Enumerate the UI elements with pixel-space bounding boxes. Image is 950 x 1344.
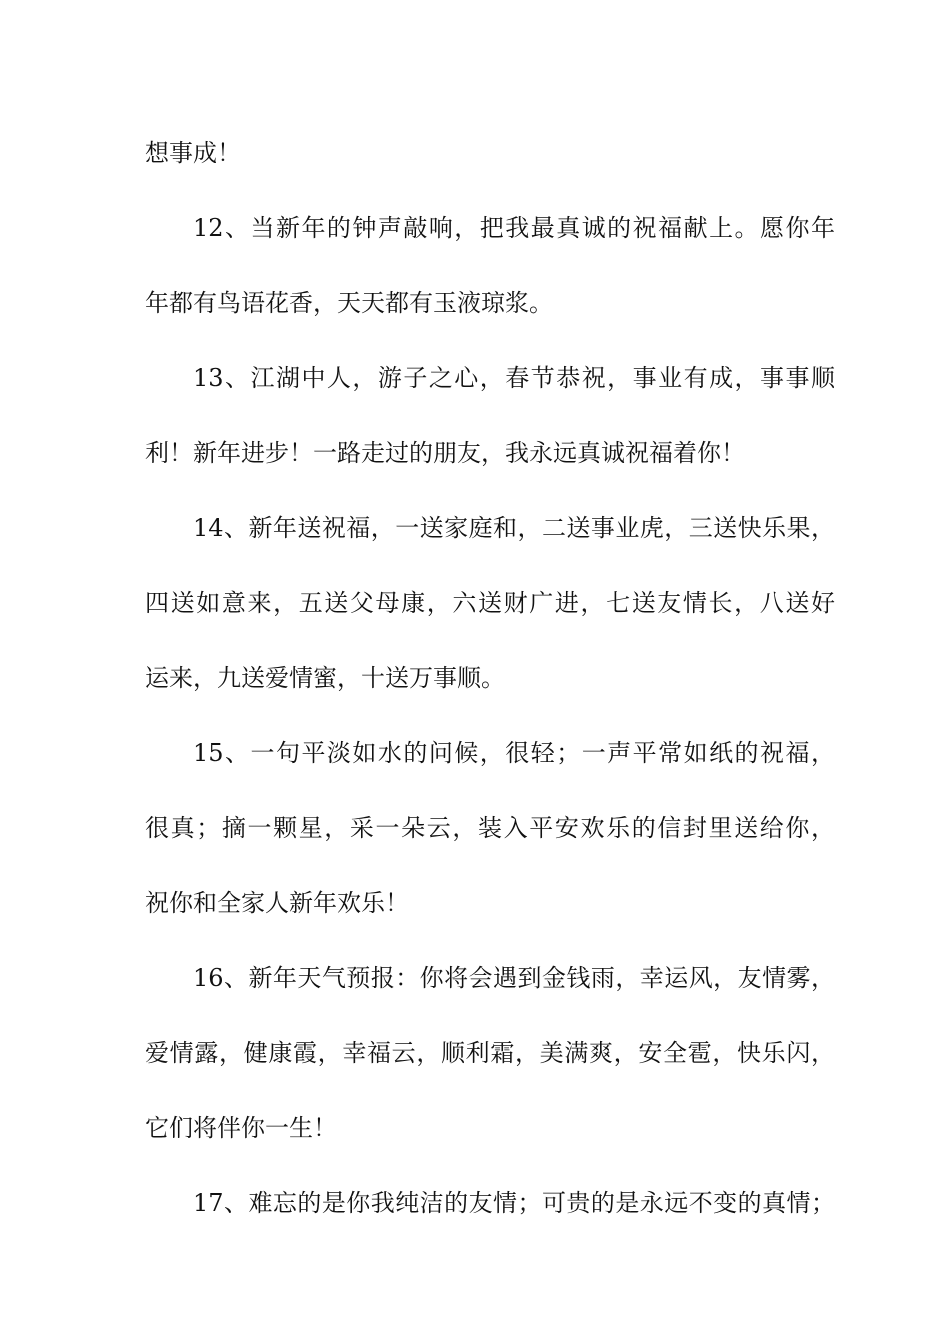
text-line-15: 17、难忘的是你我纯洁的友情；可贵的是永远不变的真情；: [193, 1189, 835, 1217]
text-line-10: 很真；摘一颗星，采一朵云，装入平安欢乐的信封里送给你，: [145, 814, 835, 842]
text-line-5: 利！新年进步！一路走过的朋友，我永远真诚祝福着你！: [145, 439, 745, 467]
text-line-3: 年都有鸟语花香，天天都有玉液琼浆。: [145, 289, 553, 317]
text-line-13: 爱情露，健康霞，幸福云，顺利霜，美满爽，安全雹，快乐闪，: [145, 1039, 835, 1067]
text-line-6: 14、新年送祝福，一送家庭和，二送事业虎，三送快乐果，: [193, 514, 835, 542]
text-line-7: 四送如意来，五送父母康，六送财广进，七送友情长，八送好: [145, 589, 835, 617]
text-line-14: 它们将伴你一生！: [145, 1114, 337, 1142]
text-line-2: 12、当新年的钟声敲响，把我最真诚的祝福献上。愿你年: [193, 214, 835, 242]
text-line-8: 运来，九送爱情蜜，十送万事顺。: [145, 664, 505, 692]
text-line-1: 想事成！: [145, 139, 241, 167]
text-line-4: 13、江湖中人，游子之心，春节恭祝，事业有成，事事顺: [193, 364, 835, 392]
text-line-11: 祝你和全家人新年欢乐！: [145, 889, 409, 917]
text-line-9: 15、一句平淡如水的问候，很轻；一声平常如纸的祝福，: [193, 739, 835, 767]
text-line-12: 16、新年天气预报：你将会遇到金钱雨，幸运风，友情雾，: [193, 964, 835, 992]
